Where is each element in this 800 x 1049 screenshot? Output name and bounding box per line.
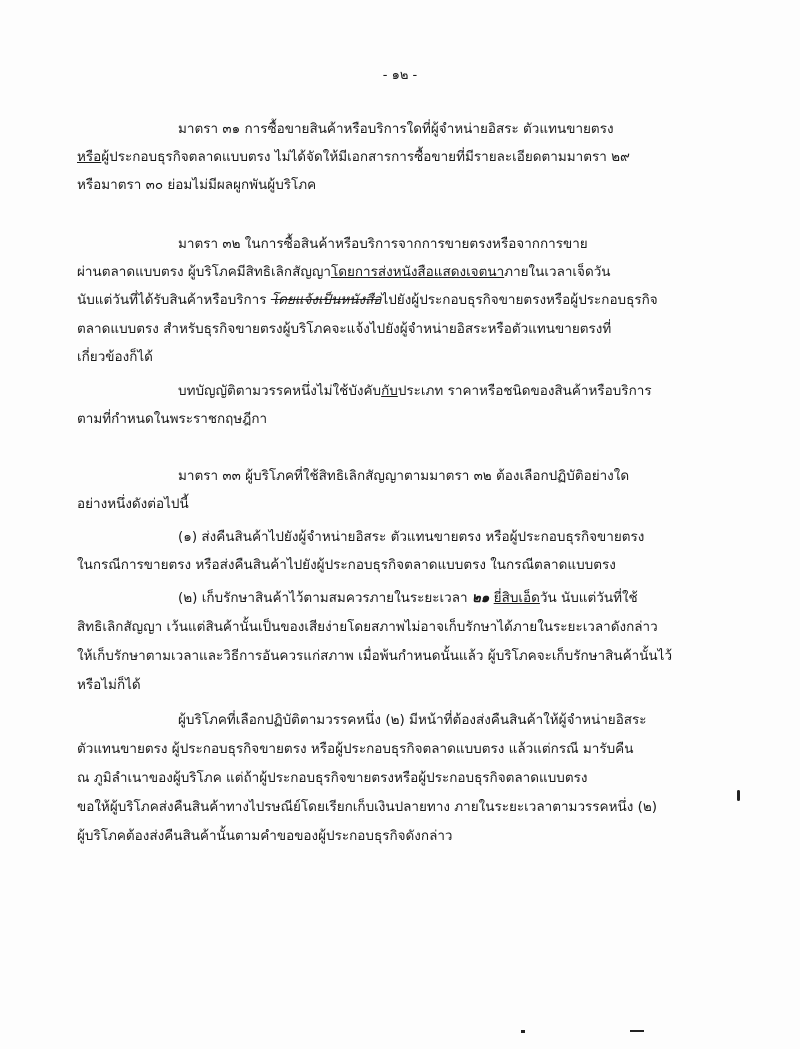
section-33-item-2-line-4: หรือไม่ก็ได้ <box>77 677 141 693</box>
section-33-line-1: มาตรา ๓๓ ผู้บริโภคที่ใช้สิทธิเลิกสัญญาตามมาตรา ๓๒ ต้องเลือกปฏิบัติอย่างใด <box>178 468 630 484</box>
section-33-item-2-line-3: ให้เก็บรักษาตามเวลาและวิธีการอันควรแก่สภาพ เมื่อพ้นกำหนดนั้นแล้ว ผู้บริโภคจะเก็บรักษาสินค้านั้นไว้ <box>77 648 673 664</box>
section-33-item-1-line-2: ในกรณีการขายตรง หรือส่งคืนสินค้าไปยังผู้ประกอบธุรกิจตลาดแบบตรง ในกรณีตลาดแบบตรง <box>77 557 616 573</box>
underlined-text: กับ <box>381 383 398 399</box>
section-32-line-1: มาตรา ๓๒ ในการซื้อสินค้าหรือบริการจากการขายตรงหรือจากการขาย <box>178 236 588 252</box>
section-31-line-1: มาตรา ๓๑ การซื้อขายสินค้าหรือบริการใดที่ผู้จำหน่ายอิสระ ตัวแทนขายตรง <box>178 121 614 137</box>
handwritten-number: ๒๑ <box>471 590 490 606</box>
scan-speck <box>630 1030 644 1032</box>
section-33-para-line-5: ผู้บริโภคต้องส่งคืนสินค้านั้นตามคำขอของผู้ประกอบธุรกิจดังกล่าว <box>77 828 453 844</box>
section-33-para-line-2: ตัวแทนขายตรง ผู้ประกอบธุรกิจขายตรง หรือผู้ประกอบธุรกิจตลาดแบบตรง แล้วแต่กรณี มารับคืน <box>77 741 634 757</box>
section-32-line-5: เกี่ยวข้องก็ได้ <box>77 349 153 365</box>
section-33-para-line-3: ณ ภูมิลำเนาของผู้บริโภค แต่ถ้าผู้ประกอบธุรกิจขายตรงหรือผู้ประกอบธุรกิจตลาดแบบตรง <box>77 770 588 786</box>
scan-speck <box>737 790 740 801</box>
section-33-item-2-line-1: (๒) เก็บรักษาสินค้าไว้ตามสมควรภายในระยะเวลา ๒๑ ยี่สิบเอ็ดวัน นับแต่วันที่ใช้ <box>178 590 638 606</box>
section-33-line-2: อย่างหนึ่งดังต่อไปนี้ <box>77 496 189 512</box>
underlined-text: ยี่สิบเอ็ด <box>493 590 540 606</box>
page-number: - ๑๒ - <box>382 68 418 83</box>
scan-speck <box>521 1030 525 1033</box>
struck-text: โดยแจ้งเป็นหนังสือ <box>270 292 382 308</box>
section-31-line-2: หรือผู้ประกอบธุรกิจตลาดแบบตรง ไม่ได้จัดให้มีเอกสารการซื้อขายที่มีรายละเอียดตามมาตรา ๒๙ <box>77 149 630 165</box>
section-33-para-line-4: ขอให้ผู้บริโภคส่งคืนสินค้าทางไปรษณีย์โดยเรียกเก็บเงินปลายทาง ภายในระยะเวลาตามวรรคหนึ่ง (๒) <box>77 799 658 815</box>
section-33-item-2-line-2: สิทธิเลิกสัญญา เว้นแต่สินค้านั้นเป็นของเสียง่ายโดยสภาพไม่อาจเก็บรักษาได้ภายในระยะเวลาดังกล่าว <box>77 619 658 635</box>
underlined-text: หรือ <box>77 149 102 165</box>
section-33-item-1-line-1: (๑) ส่งคืนสินค้าไปยังผู้จำหน่ายอิสระ ตัวแทนขายตรง หรือผู้ประกอบธุรกิจขายตรง <box>178 529 645 545</box>
section-32-para-2-line-1: บทบัญญัติตามวรรคหนึ่งไม่ใช้บังคับกับประเภท ราคาหรือชนิดของสินค้าหรือบริการ <box>178 383 652 399</box>
section-32-line-3: นับแต่วันที่ได้รับสินค้าหรือบริการ โดยแจ้งเป็นหนังสือไปยังผู้ประกอบธุรกิจขายตรงหรือผู้ประกอบธุรกิจ <box>77 292 658 308</box>
section-32-line-4: ตลาดแบบตรง สำหรับธุรกิจขายตรงผู้บริโภคจะแจ้งไปยังผู้จำหน่ายอิสระหรือตัวแทนขายตรงที่ <box>77 321 612 337</box>
section-32-line-2: ผ่านตลาดแบบตรง ผู้บริโภคมีสิทธิเลิกสัญญาโดยการส่งหนังสือแสดงเจตนาภายในเวลาเจ็ดวัน <box>77 264 611 280</box>
section-31-line-3: หรือมาตรา ๓๐ ย่อมไม่มีผลผูกพันผู้บริโภค <box>77 177 317 193</box>
section-33-para-line-1: ผู้บริโภคที่เลือกปฏิบัติตามวรรคหนึ่ง (๒) มีหน้าที่ต้องส่งคืนสินค้าให้ผู้จำหน่ายอิสระ <box>178 712 647 728</box>
section-32-para-2-line-2: ตามที่กำหนดในพระราชกฤษฎีกา <box>77 411 268 427</box>
underlined-text: โดยการส่งหนังสือแสดงเจตนา <box>330 264 505 280</box>
